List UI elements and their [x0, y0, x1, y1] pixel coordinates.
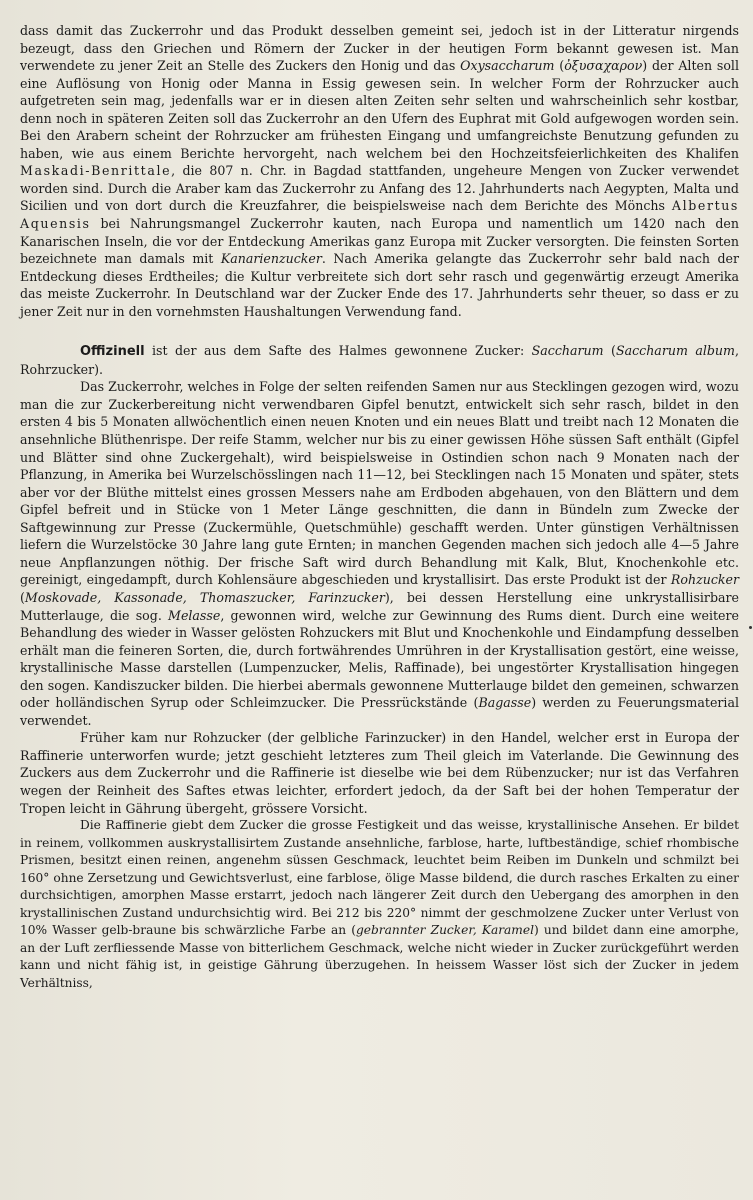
text-run: , gewonnen wird, welche zur Gewinnung des Rums dient. Durch eine weitere Behandlung des wieder in Wasser gelösten Rohzuckers mit Blut und Knochenkohle und Eindampfung desselben erhält man die feineren Sorten, die, durch fortwährendes Umrühren in der Krystallisation gestört, eine weisse, krystallinische Masse darstellen (Lumpenzucker, Melis, Raffinade), bei ungestörter Krystallisation hingegen den sogen. Kandiszucker bilden. Die hierbei abermals gewonnene Mutterlauge bildet den gemeinen, schwarzen oder holländischen Syrup oder Schleimzucker. Die Pressrückstände ( — [20, 607, 739, 711]
text-run: ) werden zu Feuerungsmaterial verwendet. — [20, 695, 739, 728]
term-rohzucker-list: Moskovade, Kassonade, Thomaszucker, Farinzucker — [24, 589, 385, 605]
term-karamel: gebrannter Zucker, Karamel — [355, 923, 534, 938]
term-melasse: Melasse — [168, 607, 221, 623]
text-run: ( — [20, 589, 25, 605]
text-run: ) der Alten soll eine Auflösung von Honig oder Manna in Essig gewesen sein. In welcher Form der Rohrzucker auch aufgetreten sein mag, jedenfalls war er in diesen alten Zeiten sehr selten und wahrscheinlich sehr kostbar, denn noch in späteren Zeiten soll das Zuckerrohr an den Ufern des Euphrat mit Gold aufgewogen worden sein. Bei den Arabern scheint der Rohrzucker am frühesten Eingang und umfangreichste Benutzung gefunden zu haben, wie aus einem Berichte hervorgeht, nach welchem bei den Hochzeitsfeierlichkeiten des Khalifen — [20, 58, 739, 161]
term-oxysaccharum: Oxysaccharum — [460, 58, 555, 74]
paragraph-cultivation — [20, 378, 739, 729]
paragraph-refinery: Früher kam nur Rohzucker (der gelbliche Farinzucker) in den Handel, welcher erst in Europa der Raffinerie unterworfen wurde; jetzt geschieht letzteres zum Theil gleich im Vaterlande. Die Gewinnung des Zuckers aus dem Zuckerrohr und die Raffinerie ist dieselbe wie bei dem Rübenzucker; nur ist das Verfahren wegen der Reinheit des Saftes etwas leichter, erfordert jedoch, da der Saft bei der hohen Temperatur der Tropen leicht in Gährung übergeht, grössere Vorsicht. — [20, 730, 739, 816]
term-bagasse: Bagasse — [478, 695, 532, 711]
paragraph-history — [20, 22, 739, 320]
term-saccharum-album: Saccharum album — [615, 343, 735, 359]
text-run: ( — [554, 58, 565, 74]
text-run: ( — [603, 343, 616, 359]
text-run: bei Nahrungsmangel Zuckerrohr kauten, nach Europa und namentlich um 1420 nach den Kanarischen Inseln, die vor der Entdeckung Amerikas ganz Europa mit Zucker versorgten. Die feinsten Sorten bezeichnete man damals mit — [20, 216, 739, 267]
paragraph-offizinell — [20, 342, 739, 378]
text-run: , die 807 n. Chr. in Bagdad stattfanden, ungeheure Mengen von Zucker verwendet worden sind. Durch die Araber kam das Zuckerrohr zu Anfang des 12. Jahrhunderts nach Aegypten, Malta und Sicilien und von dort durch die Kreuzfahrer, die beispielsweise nach dem Berichte des Mönchs — [20, 163, 739, 214]
text-run: . Nach Amerika gelangte das Zuckerrohr sehr bald nach der Entdeckung dieses Erdtheiles; die Kultur verbreitete sich dort sehr rasch und gegenwärtig erzeugt Amerika das meiste Zuckerrohr. In Deutschland war der Zucker Ende des 17. Jahrhunderts sehr theuer, so dass er zu jener Zeit nur in den vornehmsten Haushaltungen Verwendung fand. — [20, 251, 739, 319]
name-albertus: Albertus Aquensis — [20, 198, 739, 232]
margin-mark — [749, 626, 752, 629]
term-kanarienzucker: Kanarienzucker — [220, 251, 322, 267]
paragraph-properties — [20, 817, 739, 992]
text-run: dass damit das Zuckerrohr und das Produkt desselben gemeint sei, jedoch ist in der Litteratur nirgends bezeugt, dass den Griechen und Römern der Zucker in der heutigen Form bekannt gewesen ist. Man verwendete zu jener Zeit an Stelle des Zuckers den Honig und das — [20, 23, 739, 74]
term-saccharum: Saccharum — [531, 343, 604, 359]
text-run: Das Zuckerrohr, welches in Folge der selten reifenden Samen nur aus Stecklingen gezogen wird, wozu man die zur Zuckerbereitung nicht verwendbaren Gipfel benutzt, entwickelt sich sehr rasch, bildet in den ersten 4 bis 5 Monaten allwöchentlich einen neuen Knoten und ein neues Blatt und treibt nach 12 Monaten die ansehnliche Blüthenrispe. Der reife Stamm, welcher nur bis zu einer gewissen Höhe süssen Saft enthält (Gipfel und Blätter sind ohne Zuckergehalt), wird beispielsweise in Ostindien schon nach 9 Monaten nach der Pflanzung, in Amerika bei Wurzelschösslingen nach 11—12, bei Stecklingen nach 15 Monaten und später, stets aber vor der Blüthe mittelst eines grossen Messers nahe am Erdboden abgehauen, von den Blättern und dem Gipfel befreit und in Stücke von 1 Meter Länge geschnitten, die dann in Bündeln zum Zwecke der Saftgewinnung zur Presse (Zuckermühle, Quetschmühle) geschafft werden. Unter günstigen Verhältnissen liefern die Wurzelstöcke 30 Jahre lang gute Ernten; in manchen Gegenden machen sich jedoch alle 4—5 Jahre neue Anpflanzungen nöthig. Der frische Saft wird durch Behandlung mit Kalk, Blut, Knochenkohle etc. gereinigt, eingedampft, durch Kohlensäure abgeschieden und krystallisirt. Das erste Produkt ist der — [20, 379, 739, 588]
text-run: ) und bildet dann eine amorphe, an der Luft zerfliessende Masse von bitterlichem Geschmack, welche nicht wieder in Zucker zurückgeführt werden kann und nicht fähig ist, in geistige Gährung überzugehen. In heissem Wasser löst sich der Zucker in jedem Verhältniss, — [20, 923, 739, 990]
text-run: , Rohrzucker). — [20, 343, 739, 377]
section-heading-word: Offizinell — [80, 344, 145, 360]
text-run: ist der aus dem Safte des Halmes gewonnene Zucker: — [144, 343, 532, 359]
text-run: Die Raffinerie giebt dem Zucker die grosse Festigkeit und das weisse, krystallinische Ansehen. Er bildet in reinem, vollkommen auskrystallisirtem Zustande ansehnliche, farblose, harte, luftbeständige, schief rhombische Prismen, besitzt einen reinen, angenehm süssen Geschmack, leuchtet beim Reiben im Dunkeln und schmilzt bei 160° ohne Zersetzung und Gewichtsverlust, eine farblose, ölige Masse bildend, die durch rasches Erkalten zu einer durchsichtigen, amorphen Masse erstarrt, jedoch nach längerer Zeit durch den Uebergang des amorphen in den krystallinischen Zustand undurchsichtig wird. Bei 212 bis 220° nimmt der geschmolzene Zucker unter Verlust von 10% Wasser gelb-braune bis schwärzliche Farbe an ( — [20, 818, 739, 938]
name-khalif: Maskadi-Benrittale — [20, 163, 172, 179]
text-run: ), bei dessen Herstellung eine unkrystallisirbare Mutterlauge, die sog. — [20, 589, 739, 623]
greek-term: ὀξυσαχαρον — [564, 58, 643, 74]
term-rohzucker: Rohzucker — [670, 572, 739, 588]
